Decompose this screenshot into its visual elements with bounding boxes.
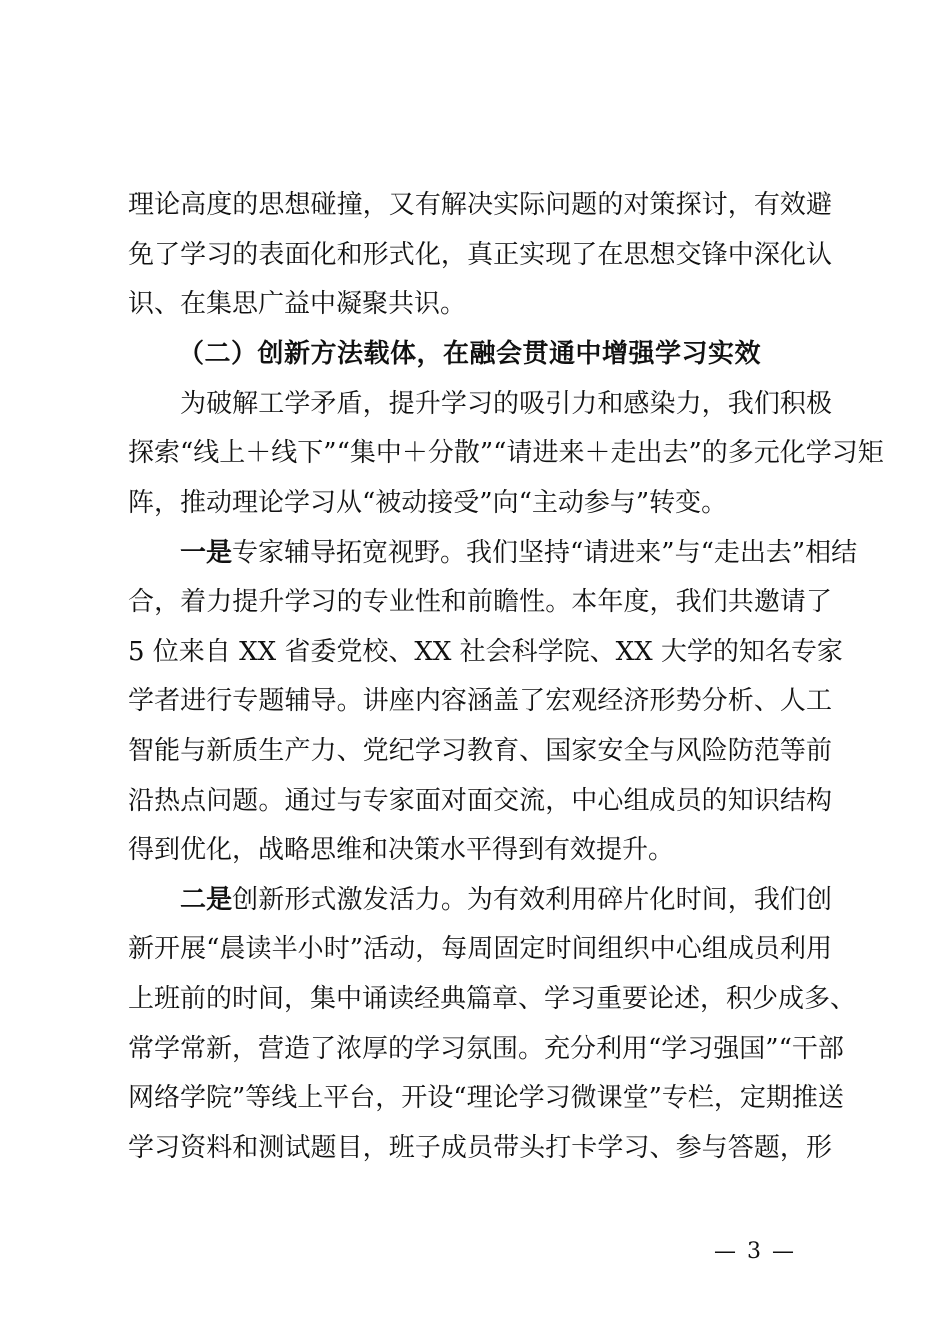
paragraph-line: 新开展“晨读半小时”活动，每周固定时间组织中心组成员利用 bbox=[128, 934, 832, 964]
paragraph-text: 专家辅导拓宽视野。我们坚持“请进来”与“走出去”相结 bbox=[232, 538, 858, 568]
paragraph-first-line bbox=[180, 528, 858, 578]
paragraph-line: 理论高度的思想碰撞，又有解决实际问题的对策探讨，有效避 bbox=[128, 190, 832, 220]
paragraph-line: 识、在集思广益中凝聚共识。 bbox=[128, 289, 467, 319]
paragraph-line: 合，着力提升学习的专业性和前瞻性。本年度，我们共邀请了 bbox=[128, 587, 832, 617]
paragraph-lead: 二是 bbox=[180, 885, 233, 915]
paragraph-line: 沿热点问题。通过与专家面对面交流，中心组成员的知识结构 bbox=[128, 786, 832, 816]
paragraph-line: 5 位来自 XX 省委党校、XX 社会科学院、XX 大学的知名专家 bbox=[128, 637, 843, 667]
paragraph-line: 学习资料和测试题目，班子成员带头打卡学习、参与答题，形 bbox=[128, 1133, 832, 1163]
paragraph-line: 为破解工学矛盾，提升学习的吸引力和感染力，我们积极 bbox=[180, 389, 832, 419]
paragraph-line: 得到优化，战略思维和决策水平得到有效提升。 bbox=[128, 835, 675, 865]
paragraph-first-line bbox=[180, 875, 832, 925]
paragraph-line: 探索“线上＋线下”“集中＋分散”“请进来＋走出去”的多元化学习矩 bbox=[128, 438, 884, 468]
section-heading: （二）创新方法载体，在融会贯通中增强学习实效 bbox=[178, 339, 762, 369]
paragraph-line: 阵，推动理论学习从“被动接受”向“主动参与”转变。 bbox=[128, 488, 728, 518]
paragraph-lead: 一是 bbox=[180, 538, 233, 568]
paragraph-line: 智能与新质生产力、党纪学习教育、国家安全与风险防范等前 bbox=[128, 736, 832, 766]
paragraph-text: 创新形式激发活力。为有效利用碎片化时间，我们创 bbox=[232, 885, 832, 915]
paragraph-line: 常学常新，营造了浓厚的学习氛围。充分利用“学习强国”“干部 bbox=[128, 1034, 844, 1064]
paragraph-line: 免了学习的表面化和形式化，真正实现了在思想交锋中深化认 bbox=[128, 240, 832, 270]
paragraph-line: 网络学院”等线上平台，开设“理论学习微课堂”专栏，定期推送 bbox=[128, 1083, 844, 1113]
paragraph-line: 上班前的时间，集中诵读经典篇章、学习重要论述，积少成多、 bbox=[128, 984, 857, 1014]
paragraph-line: 学者进行专题辅导。讲座内容涵盖了宏观经济形势分析、人工 bbox=[128, 686, 832, 716]
page-number: — 3 — bbox=[714, 1239, 796, 1264]
